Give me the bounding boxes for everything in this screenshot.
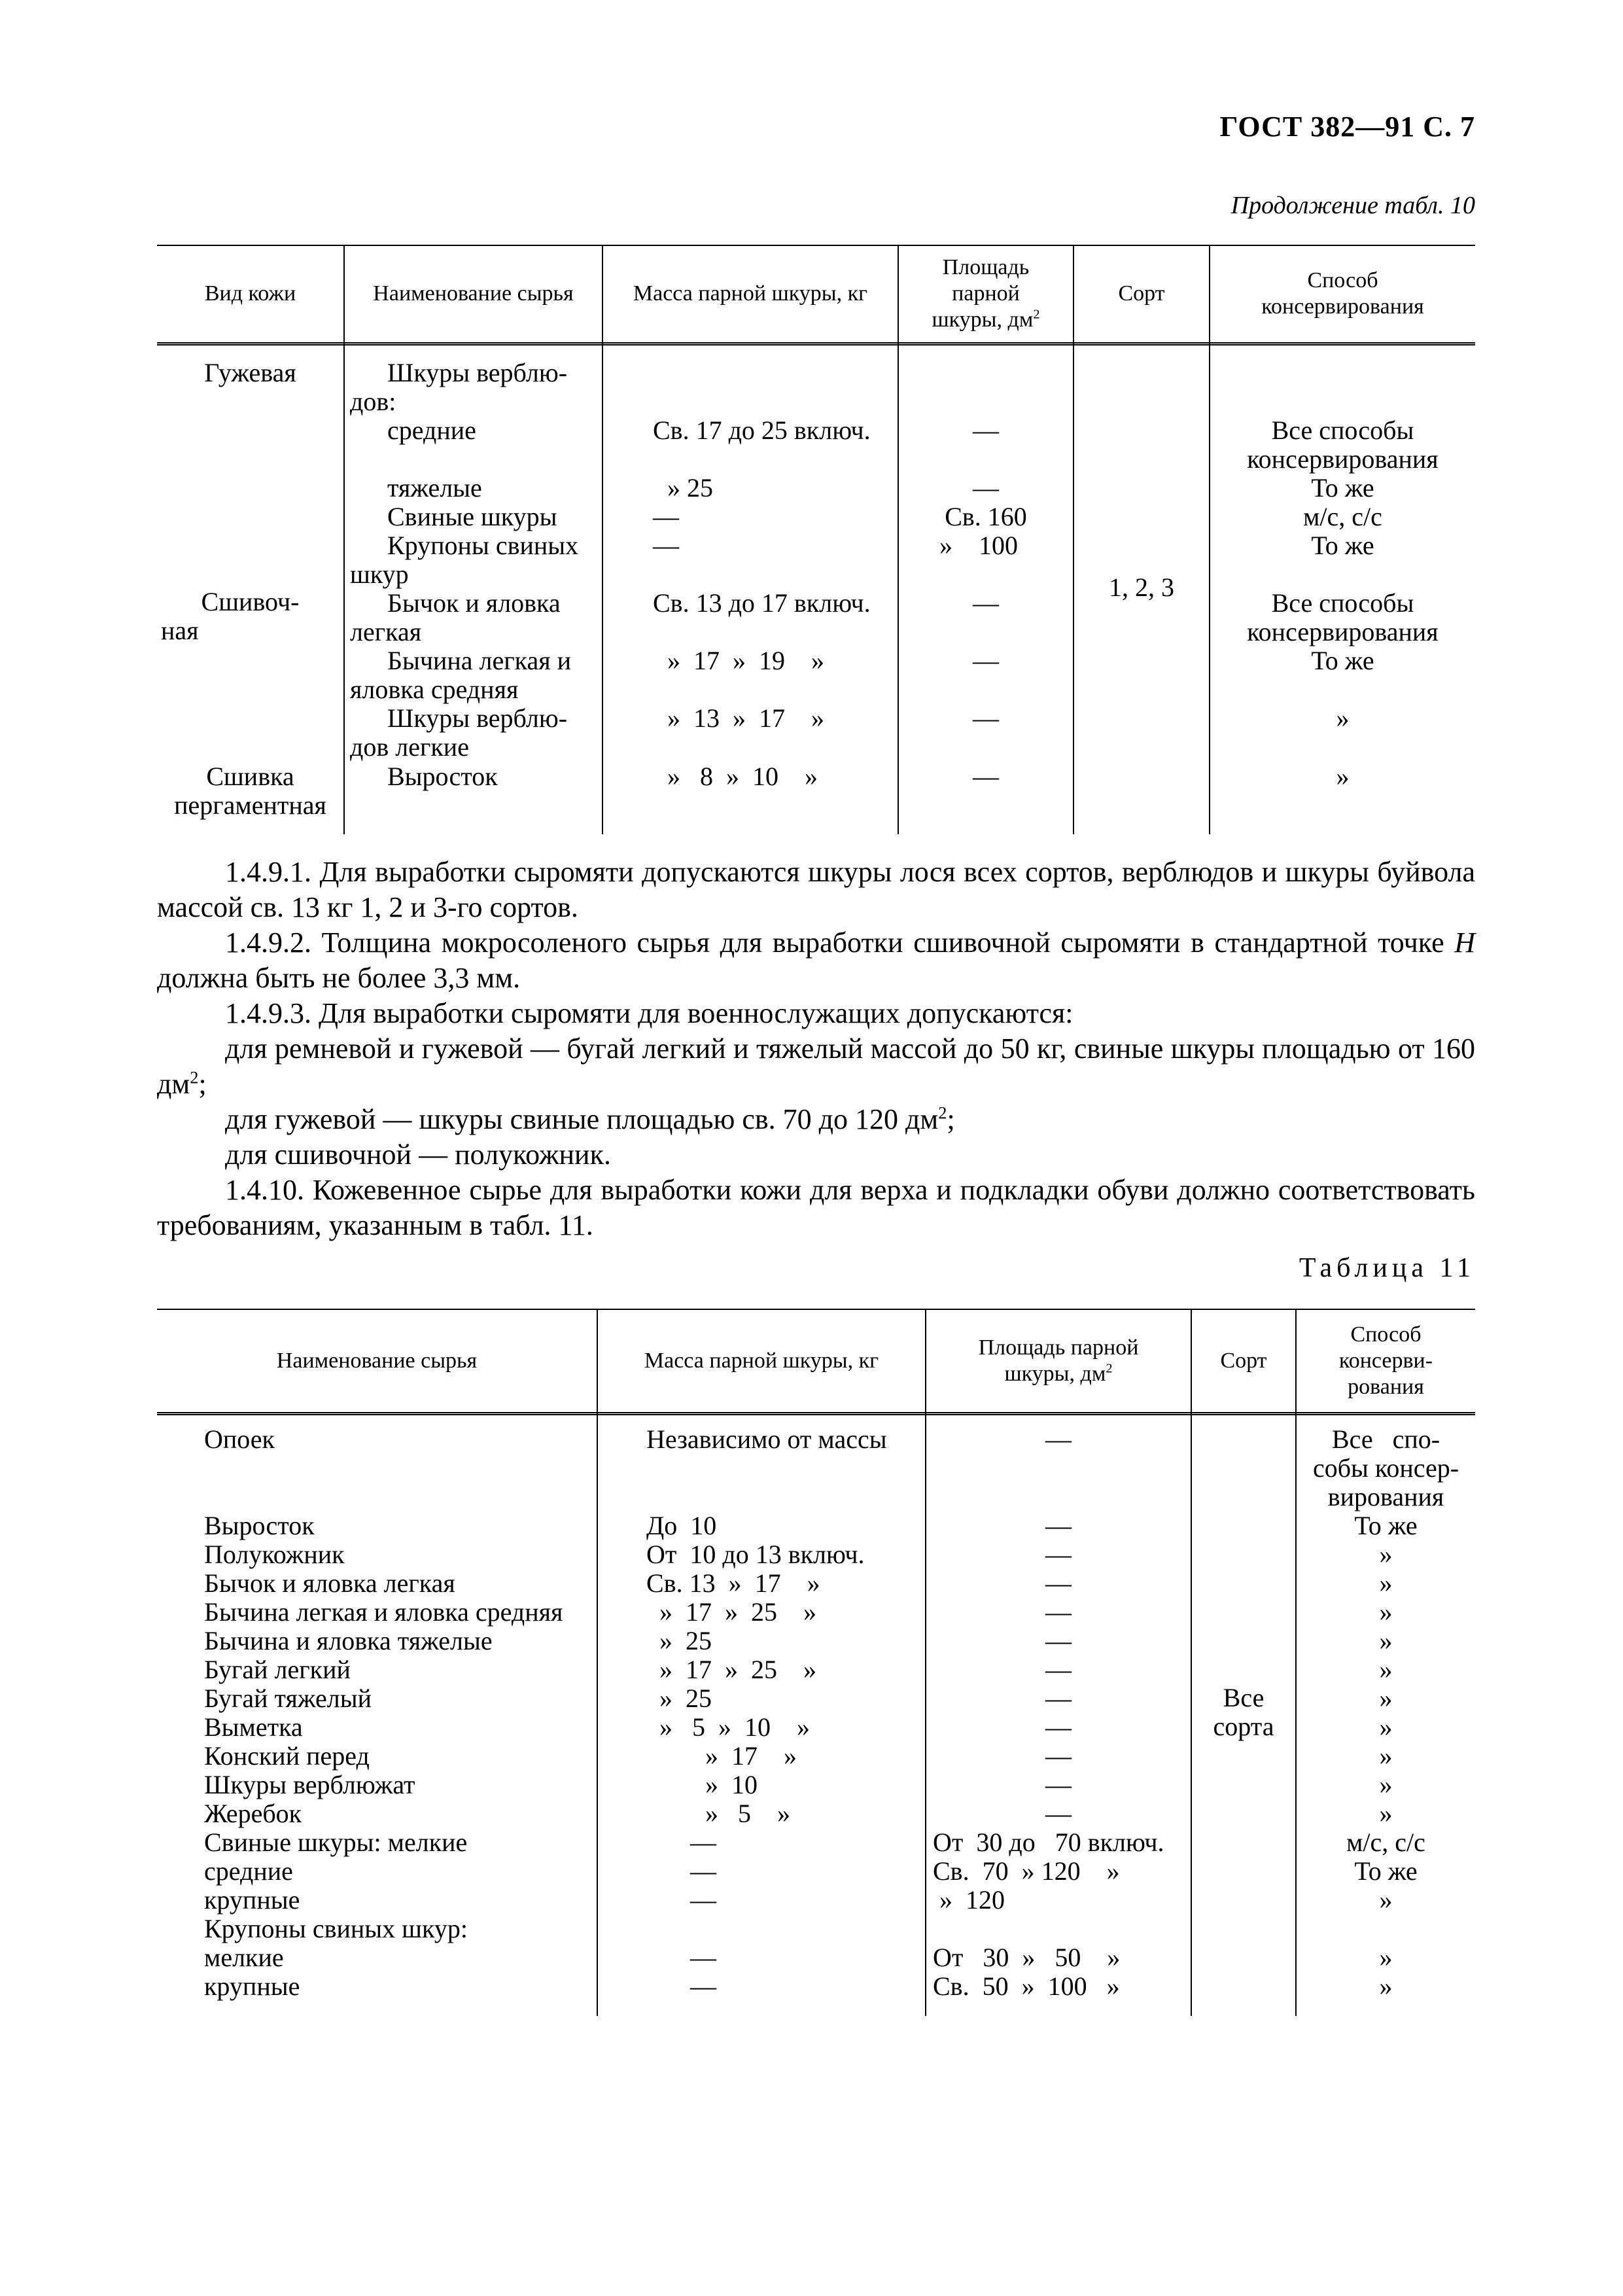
area-value: » 100: [939, 531, 1018, 560]
area-value: —: [1045, 1540, 1072, 1569]
area-value: —: [1045, 1626, 1072, 1655]
column-header-preservation: Способ консервирования: [1261, 268, 1424, 319]
area-value: —: [973, 473, 999, 503]
area-value: От 30 до 70 включ.: [933, 1828, 1164, 1857]
preservation-value: »: [1379, 1799, 1393, 1828]
area-value: Св. 70 » 120 »: [933, 1856, 1120, 1886]
raw-material-name: Свиные шкуры: мелкие: [204, 1828, 468, 1857]
raw-material-name: Выросток: [204, 1511, 315, 1540]
mass-value: » 25: [646, 1626, 712, 1655]
paragraph-text: для ремневой и гужевой — бугай легкий и тяжелый массой до 50 кг, свиные шкуры площадью от 160 дм: [157, 1033, 1475, 1100]
mass-value: —: [690, 1856, 716, 1886]
square-unit-superscript: 2: [190, 1067, 199, 1087]
preservation-value: Все способы: [1271, 588, 1414, 618]
preservation-value: »: [1379, 1597, 1393, 1627]
paragraph-belt-harness: [157, 1031, 1475, 1102]
mass-value: » 17 » 25 »: [646, 1597, 816, 1627]
area-value: —: [1045, 1684, 1072, 1713]
preservation-value: собы консер-: [1312, 1453, 1459, 1483]
paragraph-1-4-9-2: [157, 925, 1475, 996]
mass-value: До 10: [646, 1511, 717, 1540]
raw-material-name: шкур: [350, 559, 409, 589]
raw-material-name: Крупоны свиных шкур:: [204, 1914, 468, 1943]
raw-material-name: Бычок и яловка легкая: [204, 1568, 455, 1598]
paragraph-text: должна быть не более 3,3 мм.: [157, 962, 521, 994]
raw-material-name: Свиные шкуры: [387, 502, 557, 531]
square-unit-superscript: 2: [1033, 307, 1040, 322]
paragraph-stitching: для сшивочной — полукожник.: [225, 1139, 611, 1171]
preservation-value: »: [1336, 762, 1350, 791]
raw-material-name: Бычок и яловка: [387, 588, 561, 618]
raw-material-name: легкая: [350, 617, 422, 646]
paragraph-1-4-9-1: 1.4.9.1. Для выработки сыромяти допускаются шкуры лося всех сортов, верблюдов и шкуры буйвола массой св. 13 кг 1, 2 и 3-го сортов.: [157, 856, 1475, 923]
preservation-value: »: [1379, 1712, 1393, 1742]
column-header-mass: Масса парной шкуры, кг: [644, 1348, 879, 1373]
column-header-area: [899, 246, 1073, 342]
paragraph-text: для гужевой — шкуры свиные площадью св. 70 до 120 дм: [225, 1103, 939, 1135]
column-divider: [1191, 1309, 1192, 2016]
area-value: —: [973, 762, 999, 791]
column-header-name: Наименование сырья: [373, 281, 574, 306]
mass-value: » 25: [646, 1684, 712, 1713]
preservation-value: »: [1379, 1626, 1393, 1655]
table-header-rule: [157, 1412, 1475, 1415]
raw-material-name: Шкуры верблю-: [387, 358, 568, 387]
raw-material-name: средние: [204, 1856, 293, 1886]
preservation-value: м/с, с/с: [1303, 502, 1382, 531]
preservation-value: консервирования: [1247, 617, 1439, 646]
area-value: —: [1045, 1655, 1072, 1684]
preservation-value: Все способы: [1271, 415, 1414, 445]
raw-material-name: Выросток: [387, 762, 498, 791]
preservation-value: То же: [1354, 1856, 1418, 1886]
raw-material-name: Шкуры верблюжат: [204, 1770, 415, 1799]
paragraph-text: ;: [947, 1103, 955, 1135]
preservation-value: То же: [1311, 531, 1374, 560]
raw-material-name: Бугай легкий: [204, 1655, 351, 1684]
mass-value: От 10 до 13 включ.: [646, 1540, 865, 1569]
preservation-value: »: [1336, 703, 1350, 733]
raw-material-name: Бычина легкая и яловка средняя: [204, 1597, 563, 1627]
raw-material-name: Конский перед: [204, 1741, 370, 1771]
paragraph-text: 1.4.9.2. Толщина мокросоленого сырья для выработки сшивочной сыромяти в стандартной точке: [225, 927, 1455, 959]
preservation-value: »: [1379, 1684, 1393, 1713]
preservation-value: То же: [1354, 1511, 1418, 1540]
column-header-mass: Масса парной шкуры, кг: [633, 281, 868, 306]
paragraph-text: ;: [198, 1068, 207, 1100]
mass-value: Св. 13 » 17 »: [646, 1568, 820, 1598]
preservation-value: »: [1379, 1568, 1393, 1598]
mass-value: Св. 17 до 25 включ.: [653, 415, 871, 445]
raw-material-name: Бугай тяжелый: [204, 1684, 372, 1713]
square-unit-superscript: 2: [1106, 1361, 1113, 1376]
mass-value: Св. 13 до 17 включ.: [653, 588, 871, 618]
area-value: —: [973, 588, 999, 618]
column-header-grade: Сорт: [1118, 281, 1165, 306]
area-value: —: [1045, 1568, 1072, 1598]
mass-value: —: [690, 1828, 716, 1857]
raw-material-name: Крупоны свиных: [387, 531, 579, 560]
raw-material-name: Бычина легкая и: [387, 646, 572, 675]
column-header-name: Наименование сырья: [276, 1348, 478, 1373]
preservation-value: »: [1379, 1540, 1393, 1569]
raw-material-name: дов:: [350, 387, 396, 416]
area-value: —: [1045, 1712, 1072, 1742]
area-value: —: [973, 415, 999, 445]
paragraph-1-4-9-3: 1.4.9.3. Для выработки сыромяти для военнослужащих допускаются:: [225, 997, 1073, 1029]
mass-value: —: [690, 1971, 716, 2001]
preservation-value: м/с, с/с: [1346, 1828, 1425, 1857]
raw-material-name: Жеребок: [204, 1799, 302, 1828]
area-value: Св. 160: [945, 502, 1027, 531]
preservation-value: »: [1379, 1971, 1393, 2001]
skin-kind: Сшивка: [206, 762, 294, 791]
raw-material-name: тяжелые: [387, 473, 482, 503]
preservation-value: Все спо-: [1331, 1424, 1440, 1454]
area-value: —: [973, 703, 999, 733]
mass-value: » 17 » 19 »: [667, 646, 824, 675]
area-value: —: [1045, 1597, 1072, 1627]
raw-material-name: крупные: [204, 1885, 300, 1915]
preservation-value: вирования: [1327, 1482, 1444, 1511]
preservation-value: »: [1379, 1885, 1393, 1915]
mass-value: Независимо от массы: [646, 1424, 887, 1454]
mass-value: —: [690, 1943, 716, 1972]
grade-merged: Все: [1223, 1683, 1265, 1712]
area-value: —: [1045, 1741, 1072, 1771]
raw-material-name: Шкуры верблю-: [387, 703, 568, 733]
area-value: —: [1045, 1424, 1072, 1454]
area-value: —: [1045, 1511, 1072, 1540]
mass-value: —: [653, 502, 679, 531]
preservation-value: »: [1379, 1741, 1393, 1771]
raw-material-name: средние: [387, 415, 476, 445]
area-value: —: [973, 646, 999, 675]
area-value: » 120: [933, 1885, 1005, 1915]
column-header-area-text: Площадь парной шкуры, дм: [932, 255, 1034, 332]
mass-value: —: [690, 1885, 716, 1915]
preservation-value: »: [1379, 1943, 1393, 1972]
point-label: Н: [1454, 927, 1475, 959]
mass-value: » 5 »: [646, 1799, 790, 1828]
column-header-preservation: Способ консерви-рования: [1338, 1322, 1433, 1399]
page-header: ГОСТ 382—91 С. 7: [1219, 111, 1475, 143]
column-header-kind: Вид кожи: [204, 281, 296, 306]
table-continuation-label: Продолжение табл. 10: [1230, 192, 1475, 219]
raw-material-name: яловка средняя: [350, 675, 519, 704]
mass-value: » 17 » 25 »: [646, 1655, 816, 1684]
square-unit-superscript: 2: [938, 1103, 947, 1123]
raw-material-name: дов легкие: [350, 732, 469, 762]
mass-value: » 25: [667, 473, 713, 503]
area-value: От 30 » 50 »: [933, 1943, 1121, 1972]
preservation-value: консервирования: [1247, 444, 1439, 474]
preservation-value: »: [1379, 1655, 1393, 1684]
preservation-value: »: [1379, 1770, 1393, 1799]
mass-value: » 13 » 17 »: [667, 703, 824, 733]
column-header-area: [926, 1310, 1191, 1411]
column-header-grade: Сорт: [1220, 1348, 1267, 1373]
area-value: Св. 50 » 100 »: [933, 1971, 1120, 2001]
skin-kind: пергаментная: [174, 790, 326, 820]
skin-kind: Гужевая: [204, 358, 296, 387]
raw-material-name: Полукожник: [204, 1540, 345, 1569]
grade-merged: сорта: [1213, 1712, 1274, 1741]
table-11-label: Таблица 11: [1299, 1253, 1475, 1283]
mass-value: » 17 »: [646, 1741, 797, 1771]
area-value: —: [1045, 1799, 1072, 1828]
raw-material-name: Выметка: [204, 1712, 303, 1742]
area-value: —: [1045, 1770, 1072, 1799]
column-divider: [597, 1309, 598, 2016]
preservation-value: То же: [1311, 473, 1374, 503]
table-header-rule: [157, 342, 1475, 345]
column-header-area-text: Площадь парной шкуры, дм: [978, 1335, 1139, 1386]
mass-value: » 5 » 10 »: [646, 1712, 810, 1742]
mass-value: —: [653, 531, 679, 560]
paragraph-harness: [157, 1102, 1475, 1137]
preservation-value: То же: [1311, 646, 1374, 675]
skin-kind: ная: [161, 616, 199, 645]
raw-material-name: Бычина и яловка тяжелые: [204, 1626, 493, 1655]
mass-value: » 10: [646, 1770, 758, 1799]
raw-material-name: крупные: [204, 1971, 300, 2001]
raw-material-name: мелкие: [204, 1943, 284, 1972]
skin-kind: Сшивоч-: [201, 587, 300, 616]
paragraph-1-4-10: 1.4.10. Кожевенное сырье для выработки кожи для верха и подкладки обуви должно соответствовать требованиям, указанным в табл. 11.: [157, 1174, 1475, 1241]
raw-material-name: Опоек: [204, 1424, 275, 1454]
grade-merged: 1, 2, 3: [1109, 573, 1174, 602]
mass-value: » 8 » 10 »: [667, 762, 818, 791]
